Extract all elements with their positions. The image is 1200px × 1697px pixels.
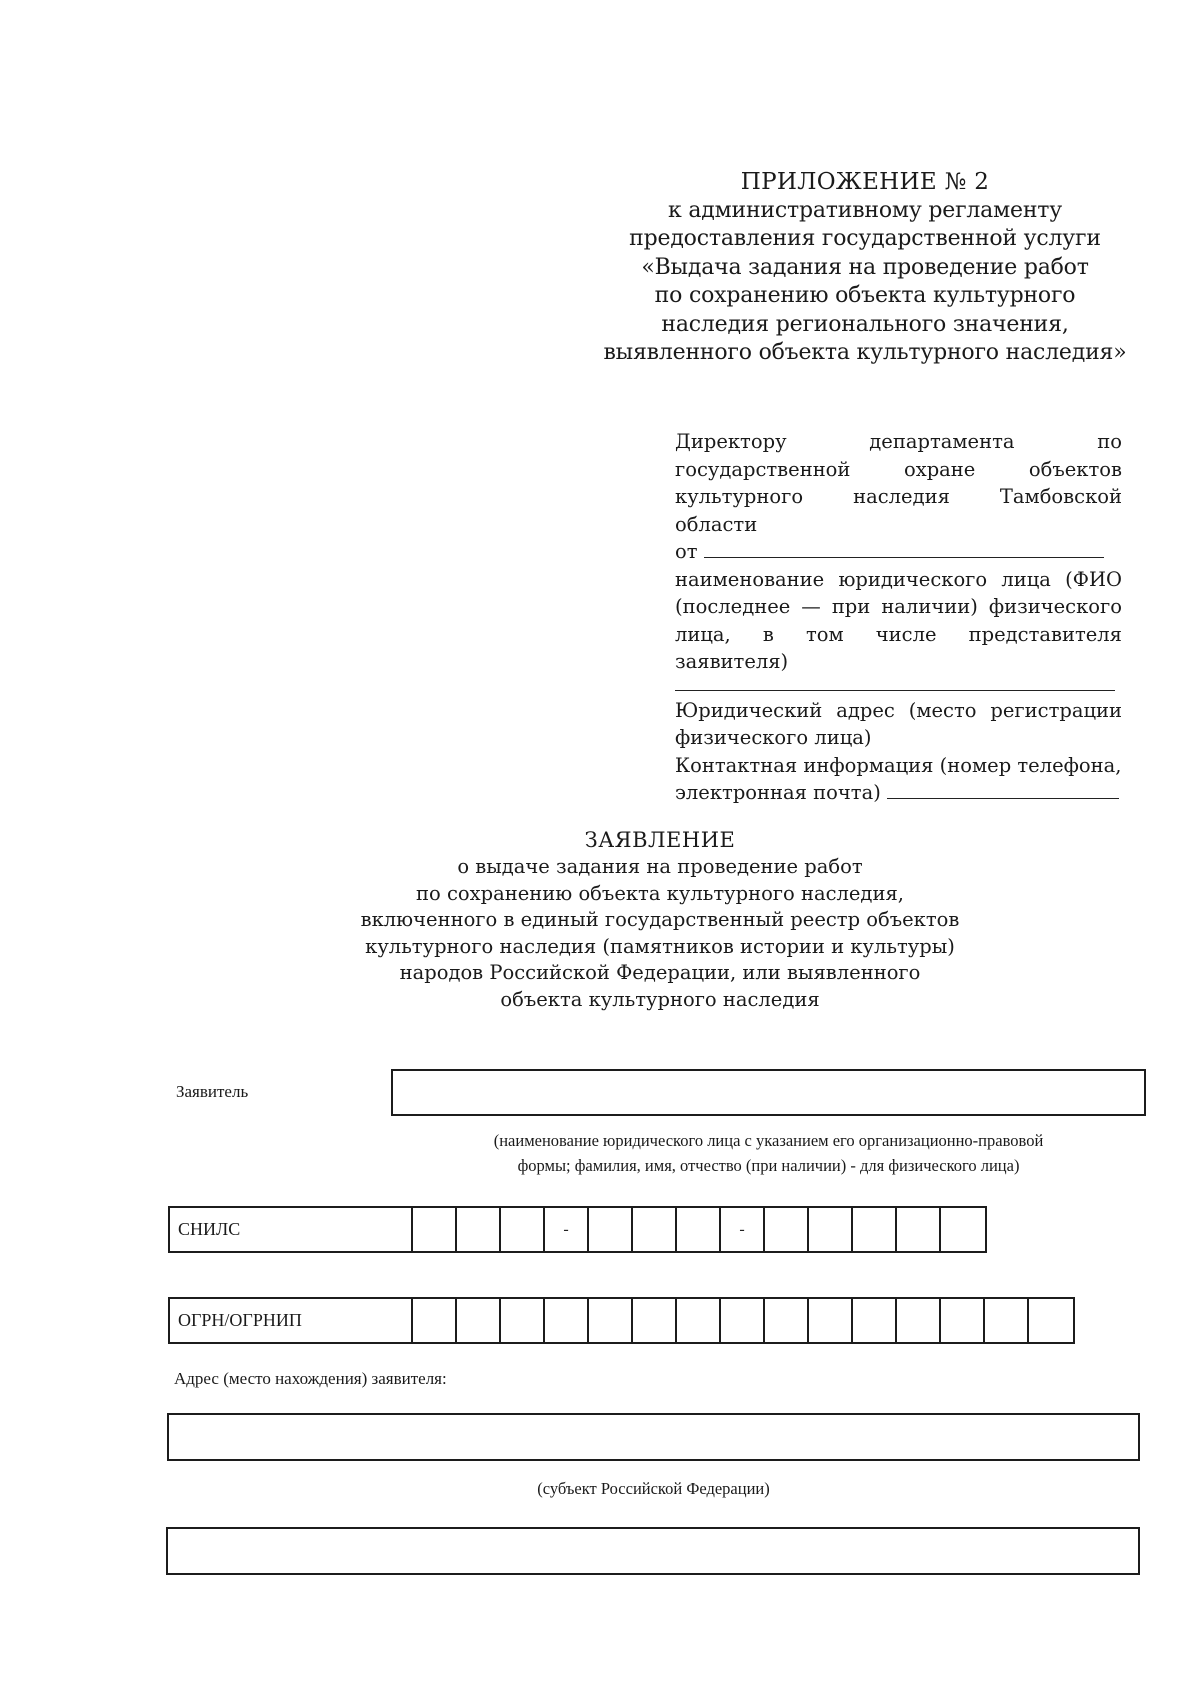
address-region-hint: (субъект Российской Федерации) (537, 1479, 770, 1498)
snils-digit-cell[interactable] (413, 1208, 457, 1251)
address-region-field[interactable] (167, 1413, 1140, 1461)
word: Юридический (675, 698, 823, 722)
appendix-line: выявленного объекта культурного наследия» (603, 340, 1127, 365)
snils-digit-cell[interactable] (633, 1208, 677, 1251)
legal-address-blank-field[interactable] (675, 676, 1115, 691)
ogrn-digit-cell[interactable] (765, 1299, 809, 1342)
word: при (831, 595, 871, 618)
word: физического (988, 595, 1122, 618)
name-hint-line (675, 593, 1122, 621)
ogrn-digit-cell[interactable] (545, 1299, 589, 1342)
word: юридического (838, 567, 988, 591)
appendix-header (590, 168, 1140, 368)
word: департамента (869, 430, 1015, 453)
addressee-line (675, 483, 1122, 511)
statement-line: объекта культурного наследия (500, 987, 820, 1011)
snils-digit-cell[interactable] (809, 1208, 853, 1251)
addressee-line: области (675, 512, 758, 536)
word: — (801, 595, 821, 618)
appendix-line: предоставления государственной услуги (629, 226, 1101, 251)
appendix-line: к административному регламенту (667, 197, 1062, 223)
snils-digit-cell[interactable] (501, 1208, 545, 1251)
addressee-line (675, 428, 1122, 456)
applicant-hint (391, 1128, 1146, 1178)
statement-title: ЗАЯВЛЕНИЕ (584, 828, 736, 852)
statement-line: народов Российской Федерации, или выявленного (399, 961, 921, 984)
snils-digit-cell[interactable] (765, 1208, 809, 1251)
appendix-line: «Выдача задания на проведение работ (641, 254, 1089, 280)
word: регистрации (990, 698, 1122, 722)
snils-row (168, 1206, 987, 1253)
appendix-line: по сохранению объекта культурного (654, 283, 1076, 308)
snils-digit-cell[interactable] (677, 1208, 721, 1251)
name-hint-line (675, 621, 1122, 649)
contact-blank-field[interactable] (887, 797, 1119, 799)
addressee-line (675, 456, 1122, 484)
ogrn-digit-cell[interactable] (677, 1299, 721, 1342)
name-hint-line: заявителя) (675, 650, 789, 673)
word: том (805, 622, 844, 646)
ogrn-digit-cell[interactable] (941, 1299, 985, 1342)
snils-separator: - (545, 1208, 589, 1251)
word: адрес (836, 698, 895, 722)
word: наименование (675, 567, 825, 591)
hint-line: (наименование юридического лица с указанием его организационно-правовой (493, 1131, 1044, 1150)
word: Директору (675, 430, 787, 453)
contact-label: электронная почта) (675, 781, 881, 804)
word: охране (903, 457, 976, 481)
contact-line (675, 779, 1122, 807)
snils-digit-cell[interactable] (853, 1208, 897, 1251)
ogrn-digit-cell[interactable] (633, 1299, 677, 1342)
ogrn-digit-cell[interactable] (853, 1299, 897, 1342)
word: (ФИО (1065, 567, 1122, 591)
word: (последнее (675, 595, 791, 618)
snils-digit-cell[interactable] (941, 1208, 985, 1251)
word: культурного (675, 485, 804, 508)
word: по (1097, 430, 1122, 453)
word: наличии) (881, 595, 978, 618)
ogrn-digit-cell[interactable] (413, 1299, 457, 1342)
statement-line: о выдаче задания на проведение работ (457, 855, 863, 878)
ogrn-digit-cell[interactable] (501, 1299, 545, 1342)
ogrn-digit-cell[interactable] (809, 1299, 853, 1342)
snils-label: СНИЛС (170, 1208, 413, 1251)
appendix-line: наследия регионального значения, (661, 311, 1069, 337)
snils-digit-cell[interactable] (457, 1208, 501, 1251)
word: наследия (853, 485, 950, 508)
legal-address-line (675, 697, 1122, 725)
word: лица, (675, 622, 731, 646)
applicant-field[interactable] (391, 1069, 1146, 1116)
ogrn-label: ОГРН/ОГРНИП (170, 1299, 413, 1342)
contact-line: Контактная информация (номер телефона, (675, 753, 1122, 777)
word: (место (908, 698, 977, 722)
appendix-title: ПРИЛОЖЕНИЕ № 2 (740, 169, 990, 195)
legal-address-line: физического лица) (675, 726, 872, 749)
word: Тамбовской (999, 485, 1122, 508)
applicant-label: Заявитель (176, 1082, 249, 1101)
ogrn-row (168, 1297, 1075, 1344)
from-label: от (675, 540, 698, 563)
address-second-field[interactable] (166, 1527, 1140, 1575)
word: государственной (675, 457, 851, 481)
ogrn-digit-cell[interactable] (457, 1299, 501, 1342)
word: представителя (968, 622, 1122, 646)
statement-line: включенного в единый государственный реестр объектов (360, 908, 960, 931)
word: лица (1001, 567, 1051, 591)
statement-heading (350, 826, 970, 1013)
word: числе (875, 622, 937, 646)
name-hint-line (675, 566, 1122, 594)
ogrn-digit-cell[interactable] (985, 1299, 1029, 1342)
snils-digit-cell[interactable] (897, 1208, 941, 1251)
ogrn-digit-cell[interactable] (589, 1299, 633, 1342)
ogrn-digit-cell[interactable] (1029, 1299, 1073, 1342)
word: объектов (1028, 457, 1122, 481)
address-label: Адрес (место нахождения) заявителя: (174, 1369, 447, 1388)
word: в (762, 622, 774, 646)
from-line (675, 538, 1122, 566)
addressee-block (675, 428, 1122, 807)
from-blank-field[interactable] (704, 556, 1104, 558)
snils-digit-cell[interactable] (589, 1208, 633, 1251)
statement-line: по сохранению объекта культурного наследия, (416, 881, 904, 905)
ogrn-digit-cell[interactable] (721, 1299, 765, 1342)
ogrn-digit-cell[interactable] (897, 1299, 941, 1342)
snils-separator: - (721, 1208, 765, 1251)
hint-line: формы; фамилия, имя, отчество (при наличии) - для физического лица) (517, 1156, 1020, 1175)
statement-line: культурного наследия (памятников истории и культуры) (365, 934, 955, 958)
